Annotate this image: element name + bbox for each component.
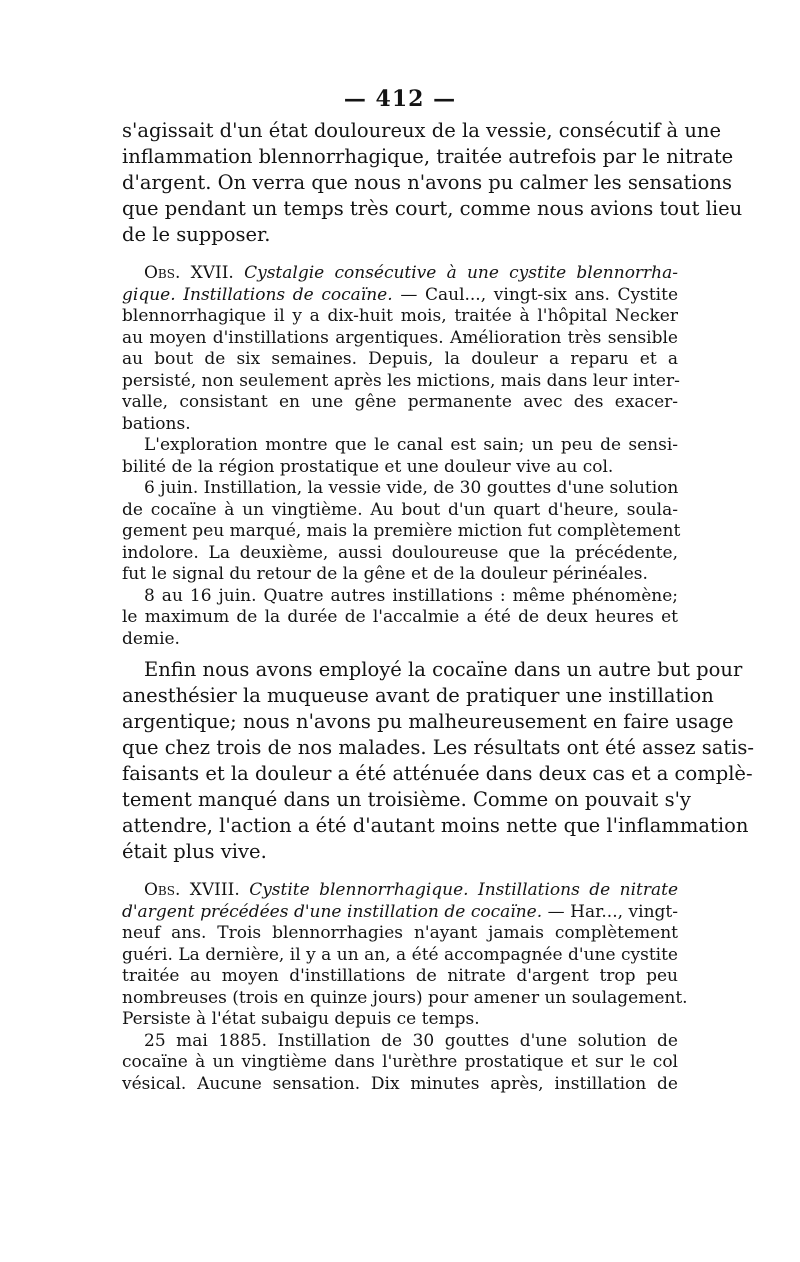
page-number: — 412 — (343, 86, 457, 112)
text-line: 8 au 16 juin. Quatre autres instillations : même phénomène; (144, 585, 678, 606)
text-line: 6 juin. Instillation, la vessie vide, de 30 gouttes d'une solution (144, 478, 679, 498)
text-line: le maximum de la durée de l'accalmie a été de deux heures et (122, 607, 678, 627)
obs17-june8-16 (122, 586, 678, 651)
text-line: au bout de six semaines. Depuis, la douleur a reparu et a (122, 349, 678, 369)
text-line: que pendant un temps très court, comme nous avions tout lieu (122, 197, 743, 220)
text-line: bilité de la région prostatique et une douleur vive au col. (122, 456, 614, 477)
obs17-label: Obs. XVII. (144, 263, 234, 283)
text-line: argentique; nous n'avons pu malheureusement en faire usage (122, 710, 734, 733)
text-line: Persiste à l'état subaigu depuis ce temps. (122, 1009, 480, 1029)
text-line: vésical. Aucune sensation. Dix minutes après, instillation de (122, 1073, 678, 1094)
text-line: traitée au moyen d'instillations de nitrate d'argent trop peu (122, 966, 678, 986)
text-line: nombreuses (trois en quinze jours) pour amener un soulagement. (122, 987, 688, 1008)
obs17-paragraph (122, 263, 678, 435)
text-line: était plus vive. (122, 840, 267, 863)
text-line: blennorrhagique il y a dix-huit mois, traitée à l'hôpital Necker (122, 306, 678, 326)
text-line: neuf ans. Trois blennorrhagies n'ayant jamais complètement (122, 923, 678, 943)
text-line: valle, consistant en une gêne permanente avec des exacer- (122, 392, 678, 412)
obs17-june6 (122, 478, 681, 586)
text-line: attendre, l'action a été d'autant moins nette que l'inflammation (122, 814, 749, 837)
text-line: 25 mai 1885. Instillation de 30 gouttes d'une solution de (144, 1030, 678, 1051)
obs17-line2-rest: — Caul..., vingt-six ans. Cystite (392, 284, 679, 305)
obs18-title-line-2 (122, 902, 678, 924)
obs18-may25 (122, 1031, 678, 1096)
text-line: fut le signal du retour de la gêne et de la douleur périnéales. (122, 564, 648, 584)
text-line: bations. (122, 413, 191, 434)
text-line: faisants et la douleur a été atténuée dans deux cas et a complè- (122, 762, 753, 785)
text-line: de cocaïne à un vingtième. Au bout d'un quart d'heure, soula- (122, 499, 678, 520)
text-line: inflammation blennorrhagique, traitée autrefois par le nitrate (122, 145, 734, 168)
text-line: demie. (122, 628, 180, 649)
obs17-exploration (122, 435, 678, 478)
observation-17 (122, 263, 681, 650)
continuation-paragraph (122, 118, 743, 248)
text-line: anesthésier la muqueuse avant de pratiquer une instillation (122, 684, 714, 707)
text-line: Enfin nous avons employé la cocaïne dans un autre but pour (144, 658, 743, 681)
obs17-title-1: Cystalgie consécutive à une cystite blennorrha- (244, 263, 679, 283)
text-line: cocaïne à un vingtième dans l'urèthre prostatique et sur le col (122, 1052, 678, 1072)
obs18-title-line (122, 880, 678, 902)
obs18-title-2: d'argent précédées d'une instillation de cocaïne. (122, 901, 543, 922)
observation-18 (122, 880, 688, 1095)
text-line: de le supposer. (122, 223, 271, 246)
text-line: tement manqué dans un troisième. Comme on pouvait s'y (122, 788, 691, 811)
text-line: L'exploration montre que le canal est sain; un peu de sensi- (144, 435, 678, 455)
text-line: guéri. La dernière, il y a un an, a été accompagnée d'une cystite (122, 944, 678, 965)
text-line: s'agissait d'un état douloureux de la vessie, consécutif à une (122, 119, 721, 142)
paragraph (122, 118, 743, 248)
text-line: indolore. La deuxième, aussi douloureuse que la précédente, (122, 542, 678, 563)
obs17-title-line (122, 263, 678, 285)
cocaine-anesthesia-paragraph (122, 657, 755, 865)
text-line: gement peu marqué, mais la première miction fut complètement (122, 521, 681, 541)
text-line: que chez trois de nos malades. Les résultats ont été assez satis- (122, 736, 755, 759)
text-line: d'argent. On verra que nous n'avons pu calmer les sensations (122, 171, 732, 194)
obs18-label: Obs. XVIII. (144, 880, 240, 900)
obs17-title-2: gique. Instillations de cocaïne. (122, 284, 393, 305)
text-line: au moyen d'instillations argentiques. Amélioration très sensible (122, 327, 678, 348)
text-line: persisté, non seulement après les mictions, mais dans leur inter- (122, 370, 680, 391)
obs18-line2-rest: — Har..., vingt- (542, 901, 678, 922)
obs18-title-1: Cystite blennorrhagique. Instillations de nitrate (249, 880, 679, 900)
obs18-paragraph (122, 880, 688, 1031)
obs17-title-line-2 (122, 285, 678, 307)
paragraph (122, 657, 755, 865)
